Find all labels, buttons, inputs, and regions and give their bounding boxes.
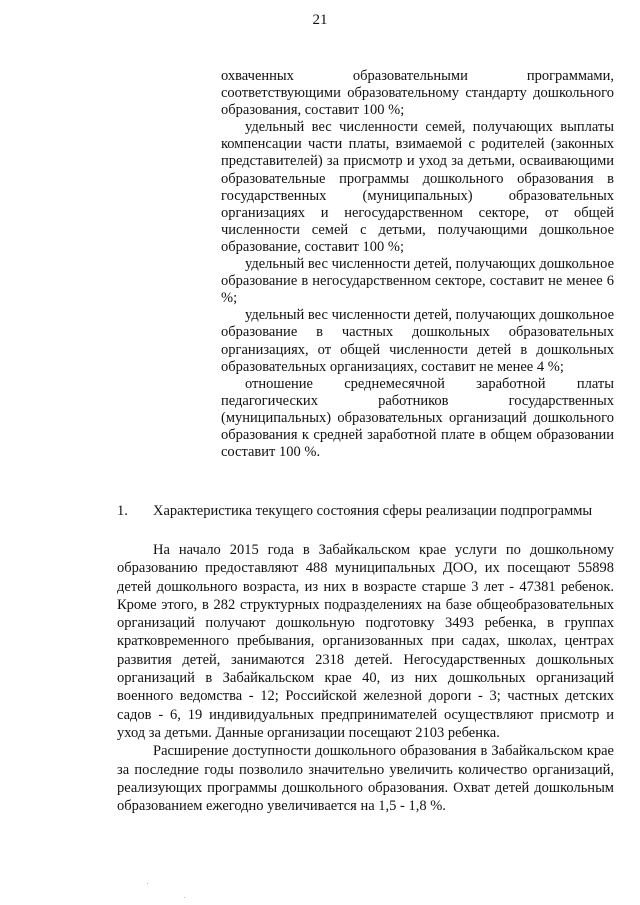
body-paragraph: На начало 2015 года в Забайкальском крае услуги по дошкольному образованию предоставляют 488 муниципальных ДОО, их посещают 55898 детей дошкольного возраста, из них в возрасте старше 3 лет - 47381 ребенок. Кроме этого, в 282 структурных подразделениях на базе общеобразовательных организаций получают дошкольную подготовку 3493 ребенка, в группах кратковременного пребывания, организованных при садах, школах, центрах развития детей, занимаются 2318 детей. Негосударственных дошкольных организаций в Забайкальском крае 40, из них дошкольных организаций военного ведомства - 12; Российской железной дороги - 3; частных детских садов - 6, 19 индивидуальных предпринимателей осуществляют присмотр и уход за детьми. Данные организации посещают 2103 ребенка. (117, 542, 614, 741)
target-item: удельный вес численности детей, получающих дошкольное образование в негосударственном секторе, составит не менее 6 %; (221, 256, 614, 307)
page-number: 21 (312, 12, 328, 28)
target-item: удельный вес численности семей, получающих выплаты компенсации части платы, взимаемой с родителей (законных представителей) за присмотр и уход за детьми, осваивающими образовательные программы дошкольного образования в государственных (муниципальных) образовательных организациях и негосударственном секторе, от общей численности семей с детьми, получающими дошкольное образование, составит 100 %; (221, 119, 614, 255)
scan-speck (147, 883, 148, 884)
section-number: 1. (117, 503, 128, 519)
target-item: охваченных образовательными программами, соответствующими образовательному стандарту дошкольного образования, составит 100 %; (221, 68, 614, 119)
target-item: удельный вес численности детей, получающих дошкольное образование в частных дошкольных образовательных организациях, от общей численности детей в дошкольных образовательных организациях, составит не менее 4 %; (221, 307, 614, 375)
scan-speck (184, 897, 185, 898)
section-heading (117, 502, 617, 520)
body-paragraph: Расширение доступности дошкольного образования в Забайкальском крае за последние годы позволило значительно увеличить количество организаций, реализующих программы дошкольного образования. Охват детей дошкольным образованием ежегодно увеличивается на 1,5 - 1,8 %. (117, 743, 614, 815)
section-body (117, 541, 614, 815)
target-item: отношение среднемесячной заработной платы педагогических работников государственных (муниципальных) образовательных организаций дошкольного образования к средней заработной плате в общем образовании составит 100 %. (221, 375, 614, 461)
section-title: Характеристика текущего состояния сферы реализации подпрограммы (153, 503, 593, 519)
targets-list (221, 68, 614, 461)
